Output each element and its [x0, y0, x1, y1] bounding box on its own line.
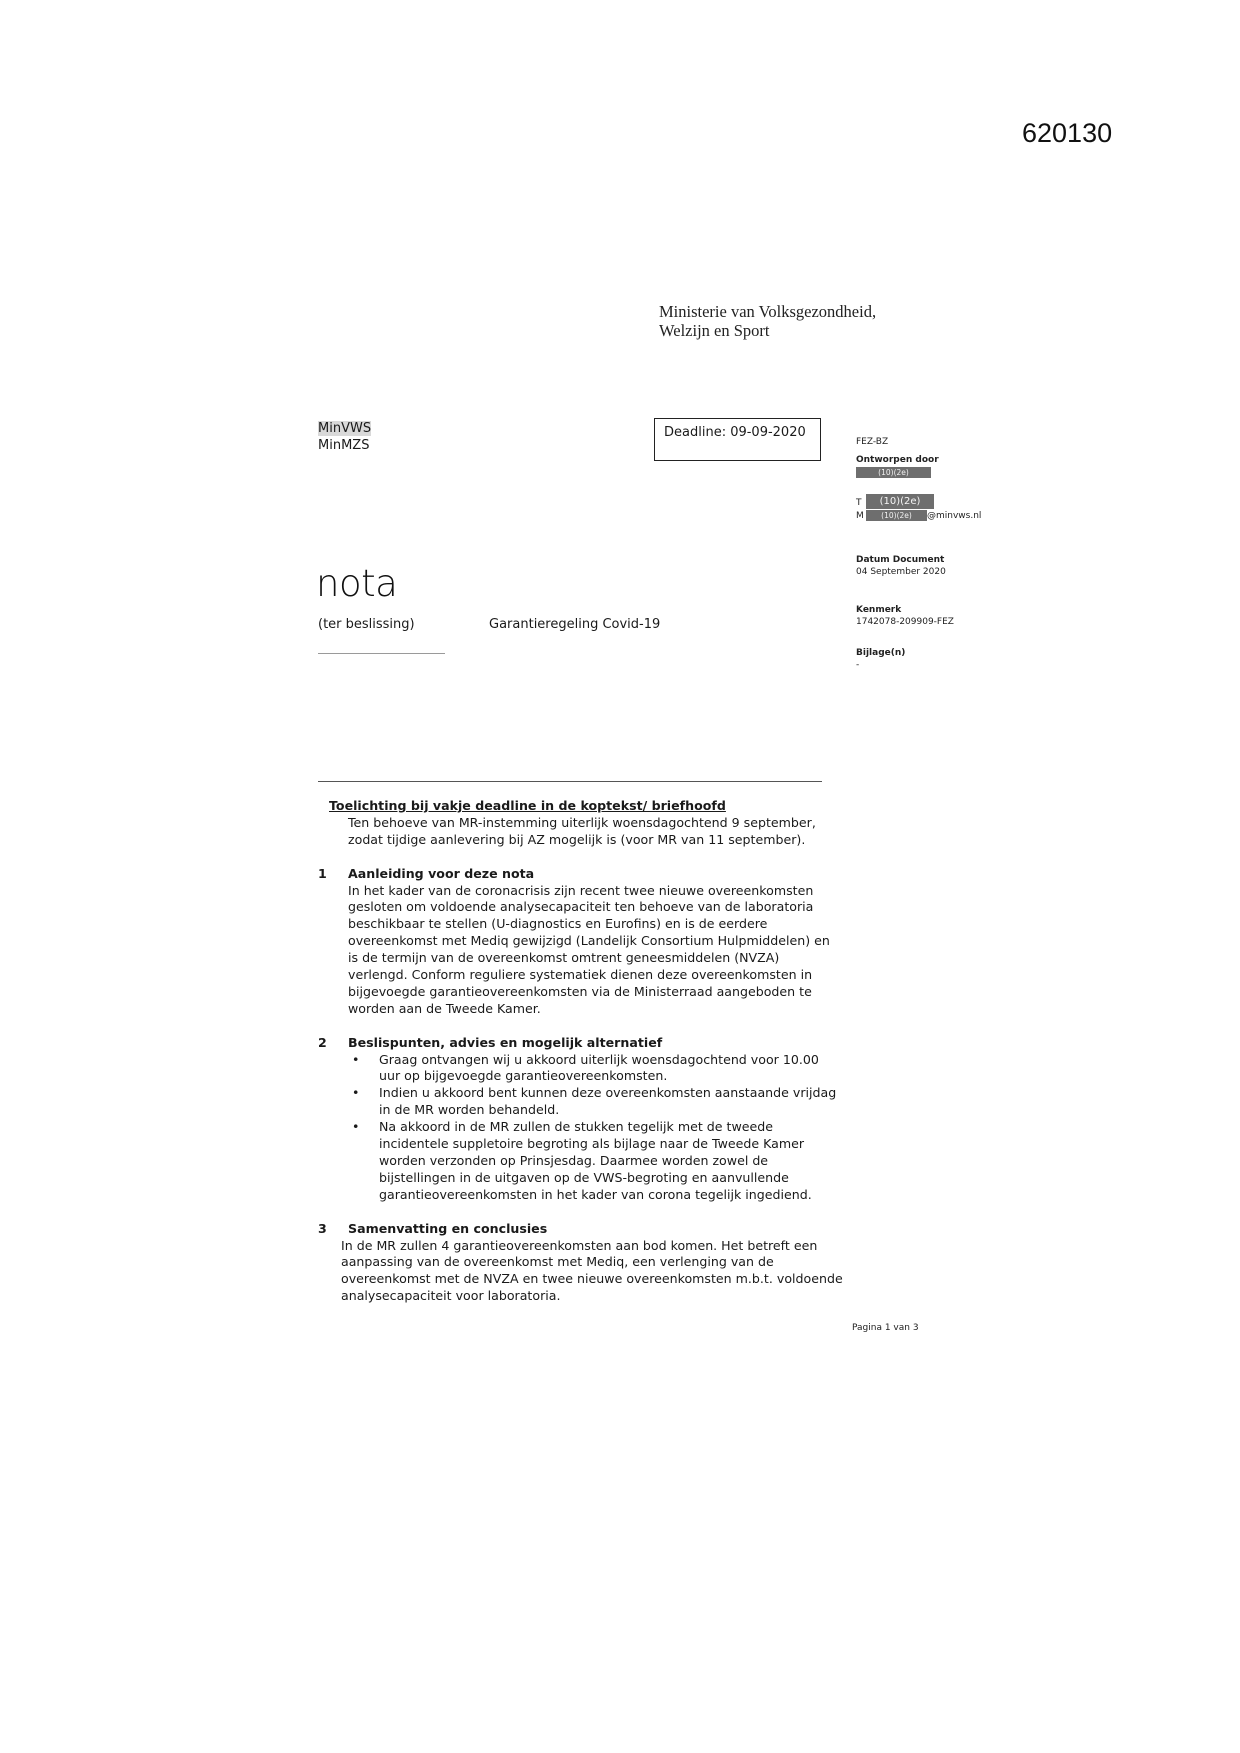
bullet-line: worden verzonden op Prinsjesdag. Daarmee worden zowel de	[379, 1153, 769, 1168]
date-value: 04 September 2020	[856, 566, 946, 577]
paragraph-line: gesloten om voldoende analysecapaciteit ten behoeve van de laboratoria	[348, 899, 814, 915]
section-heading	[318, 866, 858, 883]
document-subtitle: (ter beslissing)	[318, 617, 415, 632]
paragraph-line: In het kader van de coronacrisis zijn recent twee nieuwe overeenkomsten	[348, 882, 814, 898]
section-number: 3	[318, 1220, 327, 1236]
intro-line: Ten behoeve van MR-instemming uiterlijk woensdagochtend 9 september,	[348, 814, 816, 830]
bullet-icon: •	[352, 1085, 360, 1101]
bullet-line: in de MR worden behandeld.	[379, 1102, 560, 1118]
designed-by-label: Ontworpen door	[856, 455, 939, 465]
designed-by-redaction: (10)(2e)	[856, 467, 931, 478]
paragraph-line: bijgevoegde garantieovereenkomsten via de Ministerraad aangeboden te	[348, 983, 812, 999]
document-title: nota	[316, 562, 398, 605]
sidebar-department: FEZ-BZ	[856, 437, 889, 447]
page-number: Pagina 1 van 3	[852, 1323, 919, 1333]
addressee-1: MinVWS	[318, 421, 372, 436]
document-body	[318, 798, 858, 1305]
deadline-box: Deadline: 09-09-2020	[654, 418, 821, 461]
attachments-label: Bijlage(n)	[856, 648, 906, 658]
paragraph-line: overeenkomst met Mediq gewijzigd (Landelijk Consortium Hulpmiddelen) en	[348, 933, 830, 949]
bullet-item	[348, 1052, 858, 1086]
reference-value: 1742078-209909-FEZ	[856, 616, 954, 627]
bullet-line: Graag ontvangen wij u akkoord uiterlijk woensdagochtend voor 10.00	[379, 1051, 819, 1067]
paragraph-line: overeenkomst met de NVZA en twee nieuwe overeenkomsten m.b.t. voldoende	[341, 1271, 843, 1287]
email-domain: @minvws.nl	[927, 511, 982, 521]
document-number: 620130	[1022, 118, 1113, 148]
paragraph-line: worden aan de Tweede Kamer.	[348, 1000, 541, 1016]
ministry-line-2: Welzijn en Sport	[659, 321, 770, 340]
paragraph-line: aanpassing van de overeenkomst met Mediq, een verlenging van de	[341, 1254, 774, 1270]
intro-line: zodat tijdige aanlevering bij AZ mogelijk is (voor MR van 11 september).	[348, 831, 806, 847]
date-label: Datum Document	[856, 555, 945, 565]
bullet-line: Na akkoord in de MR zullen de stukken tegelijk met de tweede	[379, 1119, 774, 1135]
bullet-line: uur op bijgevoegde garantieovereenkomsten.	[379, 1068, 668, 1084]
divider-short	[318, 653, 445, 654]
sidebar-mobile	[856, 510, 981, 523]
bullet-line: Indien u akkoord bent kunnen deze overeenkomsten aanstaande vrijdag	[379, 1085, 837, 1101]
sidebar-reference	[856, 605, 954, 628]
bullet-item	[348, 1085, 858, 1119]
section-number: 1	[318, 865, 327, 881]
ministry-logo-text	[659, 302, 876, 340]
paragraph-line: is de termijn van de overeenkomst omtrent geneesmiddelen (NVZA)	[348, 950, 780, 966]
phone-label: T	[856, 497, 862, 508]
section-number: 2	[318, 1034, 327, 1050]
paragraph-line: beschikbaar te stellen (U-diagnostics en Eurofins) en is de eerdere	[348, 916, 768, 932]
section-heading	[318, 1221, 858, 1238]
section-title: Aanleiding voor deze nota	[348, 865, 535, 881]
bullet-line: incidentele suppletoire begroting als bijlage naar de Tweede Kamer	[379, 1136, 805, 1152]
sidebar-attachments	[856, 648, 905, 671]
section-title: Samenvatting en conclusies	[348, 1220, 548, 1236]
addressees	[318, 420, 371, 454]
bullet-list	[318, 1052, 858, 1204]
document-subject: Garantieregeling Covid-19	[489, 617, 661, 632]
bullet-line: bijstellingen in de uitgaven op de VWS-begroting en aanvullende	[379, 1169, 789, 1185]
ministry-line-1: Ministerie van Volksgezondheid,	[659, 302, 877, 321]
phone-redaction: (10)(2e)	[866, 494, 934, 509]
section-heading	[318, 1035, 858, 1052]
bullet-item	[348, 1119, 858, 1204]
reference-label: Kenmerk	[856, 605, 902, 615]
sidebar-designed-by	[856, 455, 939, 479]
section-title: Beslispunten, advies en mogelijk alternatief	[348, 1034, 663, 1050]
mobile-redaction: (10)(2e)	[866, 510, 927, 521]
addressee-2: MinMZS	[318, 438, 370, 453]
intro-heading: Toelichting bij vakje deadline in de koptekst/ briefhoofd	[329, 798, 726, 813]
divider-long	[318, 781, 822, 782]
paragraph-line: analysecapaciteit voor laboratoria.	[341, 1288, 561, 1304]
bullet-icon: •	[352, 1119, 360, 1135]
sidebar-date	[856, 555, 946, 578]
mobile-label: M	[856, 511, 864, 521]
paragraph-line: verlengd. Conform reguliere systematiek dienen deze overeenkomsten in	[348, 967, 813, 983]
attachments-value: -	[856, 659, 860, 670]
bullet-icon: •	[352, 1051, 360, 1067]
sidebar-phone	[856, 494, 934, 509]
paragraph-line: In de MR zullen 4 garantieovereenkomsten aan bod komen. Het betreft een	[341, 1237, 818, 1253]
bullet-line: garantieovereenkomsten in het kader van corona tegelijk ingediend.	[379, 1186, 812, 1202]
